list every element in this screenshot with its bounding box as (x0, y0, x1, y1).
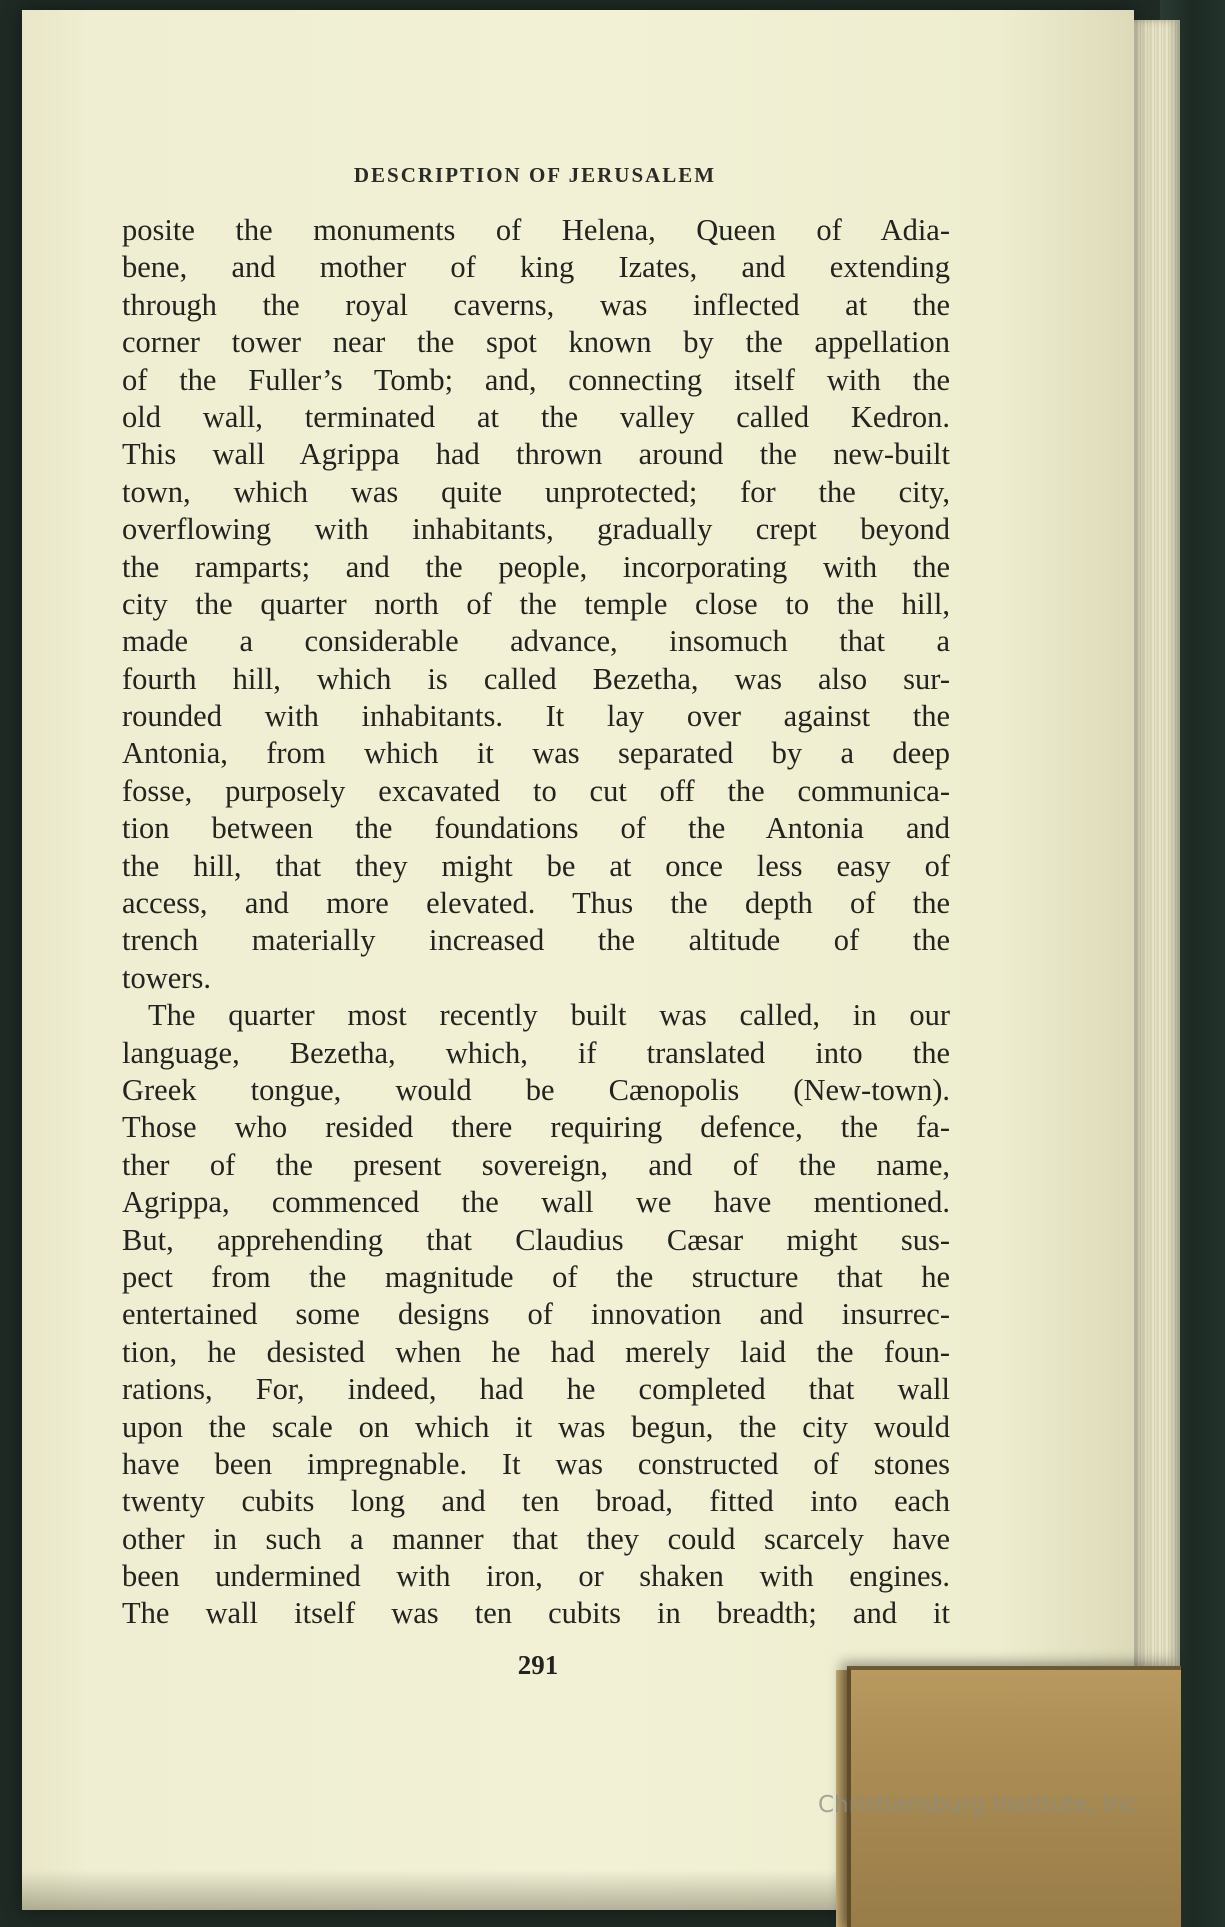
text-line: the hill, that they might be at once less easy of (122, 848, 950, 883)
text-line: old wall, terminated at the valley called Kedron. (122, 399, 950, 434)
text-line: fourth hill, which is called Bezetha, was also sur- (122, 661, 950, 696)
text-line: language, Bezetha, which, if translated into the (122, 1035, 950, 1070)
text-line: town, which was quite unprotected; for the city, (122, 474, 950, 509)
body-text (122, 212, 950, 1633)
text-line: of the Fuller’s Tomb; and, connecting itself with the (122, 362, 950, 397)
text-line: Those who resided there requiring defence, the fa- (122, 1110, 950, 1145)
text-line: city the quarter north of the temple close to the hill, (122, 586, 950, 621)
text-line: Greek tongue, would be Cænopolis (New-town). (122, 1072, 950, 1107)
text-line: overflowing with inhabitants, gradually crept beyond (122, 512, 950, 547)
text-line: corner tower near the spot known by the appellation (122, 325, 950, 360)
text-line: tion, he desisted when he had merely laid the foun- (122, 1334, 950, 1369)
text-line: Agrippa, commenced the wall we have mentioned. (122, 1185, 950, 1220)
text-line: rations, For, indeed, had he completed that wall (122, 1372, 950, 1407)
text-line: upon the scale on which it was begun, the city would (122, 1409, 950, 1444)
text-line: entertained some designs of innovation and insurrec- (122, 1297, 950, 1332)
watermark: Christiansburg Institute, Inc (818, 1792, 1137, 1818)
text-line: twenty cubits long and ten broad, fitted into each (122, 1484, 950, 1519)
text-line: through the royal caverns, was inflected at the (122, 287, 950, 322)
text-line: other in such a manner that they could scarcely have (122, 1521, 950, 1556)
text-line: pect from the magnitude of the structure that he (122, 1259, 950, 1294)
text-line: This wall Agrippa had thrown around the new-built (122, 437, 950, 472)
text-line: been undermined with iron, or shaken with engines. (122, 1559, 950, 1594)
running-head: DESCRIPTION OF JERUSALEM (353, 163, 717, 187)
page-number: 291 (517, 1650, 559, 1680)
text-line: ther of the present sovereign, and of the name, (122, 1147, 950, 1182)
text-line: tion between the foundations of the Antonia and (122, 811, 950, 846)
text-line: made a considerable advance, insomuch that a (122, 624, 950, 659)
text-line: bene, and mother of king Izates, and extending (122, 250, 950, 285)
text-line: But, apprehending that Claudius Cæsar might sus- (122, 1222, 950, 1257)
text-line: trench materially increased the altitude of the (122, 923, 950, 958)
text-line: towers. (122, 960, 211, 995)
text-line: The quarter most recently built was called, in our (148, 998, 950, 1033)
text-line: rounded with inhabitants. It lay over against the (122, 699, 950, 734)
text-line: the ramparts; and the people, incorporating with the (122, 549, 950, 584)
text-line: access, and more elevated. Thus the depth of the (122, 886, 950, 921)
text-line: Antonia, from which it was separated by a deep (122, 736, 950, 771)
text-line: posite the monuments of Helena, Queen of Adia- (122, 213, 950, 247)
text-line: fosse, purposely excavated to cut off the communica- (122, 773, 950, 808)
text-line: The wall itself was ten cubits in breadth; and it (122, 1596, 950, 1631)
text-line: have been impregnable. It was constructed of stones (122, 1446, 950, 1481)
